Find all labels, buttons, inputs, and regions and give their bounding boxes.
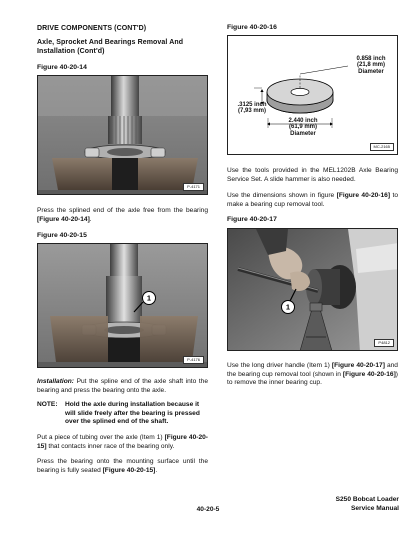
page-number: 40-20-5 — [196, 506, 220, 513]
figure-15-callout-1: 1 — [146, 293, 152, 303]
figure-14-tag: P-4171 — [183, 183, 204, 191]
footer-manual: Service Manual — [350, 504, 399, 512]
figure-ref[interactable]: [Figure 40-20-14] — [37, 215, 90, 223]
note-label: NOTE: — [37, 401, 58, 408]
installation-label: Installation: — [37, 378, 74, 385]
figure-14-title: Figure 40-20-14 — [37, 64, 87, 71]
figure-17-tag: P4812 — [374, 339, 394, 347]
figure-17-title: Figure 40-20-17 — [227, 216, 277, 223]
figure-ref[interactable]: [Figure 40-20-15] — [37, 434, 208, 450]
figure-ref[interactable]: [Figure 40-20-16] — [342, 370, 396, 378]
paragraph-driver-handle: Use the long driver handle (Item 1) [Figure 40-20-17] and the bearing cup removal tool (shown in [Figure 40-20-16]) to remove the inner bearing cup. — [227, 362, 398, 387]
dimension-inner-diameter: 0.858 inch (21,8 mm) Diameter — [356, 56, 386, 75]
dimension-thickness: .3125 inch (7,93 mm) — [237, 102, 267, 115]
subsection-title — [37, 38, 183, 56]
paragraph-dimensions: Use the dimensions shown in figure [Figure 40-20-16] to make a bearing cup removal tool. — [227, 192, 398, 208]
figure-ref[interactable]: [Figure 40-20-16] — [336, 192, 391, 199]
footer-model: S250 Bobcat Loader — [335, 496, 399, 503]
figure-16-title: Figure 40-20-16 — [227, 24, 277, 31]
figure-ref[interactable]: [Figure 40-20-17] — [331, 362, 385, 369]
paragraph-remove-axle: Press the splined end of the axle free from the bearing [Figure 40-20-14]. — [37, 207, 208, 223]
footer-title — [279, 496, 399, 514]
paragraph-tubing: Put a piece of tubing over the axle (Item 1) [Figure 40-20-15] that contacts inner race of the bearing only. — [37, 434, 208, 450]
figure-15-tag: P-4176 — [183, 356, 204, 364]
figure-17-callout-1: 1 — [285, 302, 291, 312]
figure-16-diagram — [227, 35, 398, 155]
section-title: DRIVE COMPONENTS (CONT'D) — [37, 25, 147, 32]
dimension-outer-diameter: 2.440 inch (61,9 mm) Diameter — [288, 118, 318, 137]
figure-14-photo — [37, 75, 208, 195]
subsection-title-line1: Axle, Sprocket And Bearings Removal And — [37, 39, 184, 46]
paragraph-service-set: Use the tools provided in the MEL1202B Axle Bearing Service Set. A slide hammer is also needed. — [227, 167, 398, 183]
note-block — [37, 401, 208, 427]
paragraph-installation: Installation: Put the spline end of the axle shaft into the bearing and press the bearing onto the axle. — [37, 378, 208, 394]
figure-17-photo — [227, 228, 398, 351]
figure-16-tag: MC-2165 — [370, 143, 394, 151]
figure-15-photo — [37, 243, 208, 368]
figure-15-title: Figure 40-20-15 — [37, 232, 87, 239]
note-text: Hold the axle during installation because it will slide freely after the bearing is pressed over the splined end of the shaft. — [65, 401, 200, 426]
figure-ref[interactable]: [Figure 40-20-15] — [102, 466, 156, 474]
subsection-title-line2: Installation (Cont'd) — [37, 48, 105, 56]
paragraph-press-bearing: Press the bearing onto the mounting surface until the bearing is fully seated [Figure 40-20-15]. — [37, 458, 208, 474]
